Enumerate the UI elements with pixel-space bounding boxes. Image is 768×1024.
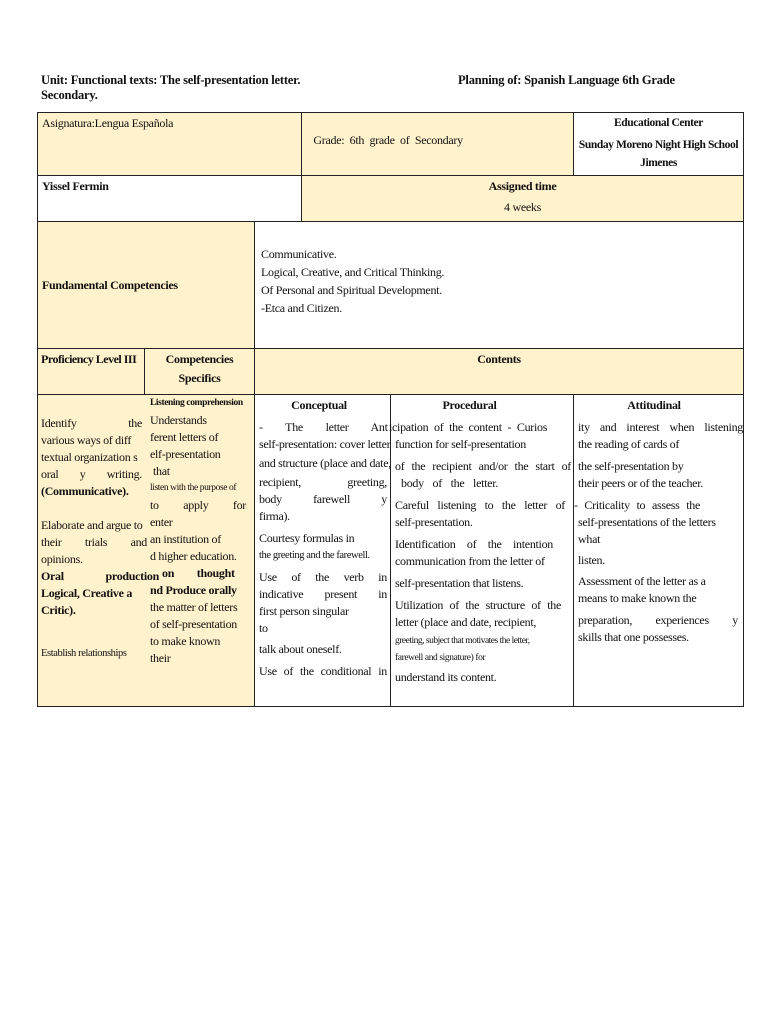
specific-competency-line: an institution of <box>150 532 221 546</box>
proficiency-level-label: Proficiency Level III <box>41 352 137 366</box>
unit-title: Unit: Functional texts: The self-presentation letter. <box>41 73 301 87</box>
specific-competency-line: elf-presentation <box>150 447 221 461</box>
proficiency-text-line: opinions. <box>41 552 83 566</box>
procedural-header: Procedural <box>442 398 497 412</box>
specific-competency-line: Listening comprehension <box>150 398 243 408</box>
conceptual-column-cell <box>254 394 391 707</box>
procedural-line: self-presentation. <box>395 515 473 529</box>
specific-competency-line: to apply for <box>150 498 246 512</box>
attitudinal-line: listen. <box>578 553 605 567</box>
procedural-column-cell <box>390 394 574 707</box>
specific-competency-line: d higher education. <box>150 549 237 563</box>
proficiency-text-line: Oral production <box>41 569 159 583</box>
attitudinal-line: the reading of cards of <box>578 437 680 451</box>
contents-header-cell <box>254 348 744 395</box>
competency-item: Communicative. <box>261 247 337 261</box>
procedural-line: greeting, subject that motivates the letter, <box>395 636 530 646</box>
center-cell <box>573 112 744 176</box>
attitudinal-line: skills that one possesses. <box>578 630 689 644</box>
conceptual-line: Courtesy formulas in <box>259 531 355 545</box>
conceptual-line: firma). <box>259 509 290 523</box>
specific-competency-line: ferent letters of <box>150 430 219 444</box>
planning-title: Planning of: Spanish Language 6th Grade <box>458 73 675 87</box>
conceptual-line: self-presentation: cover letter <box>259 437 391 451</box>
attitudinal-line: preparation, experiences y <box>578 613 738 627</box>
proficiency-text-line: their trials and <box>41 535 147 549</box>
teacher-name: Yissel Fermin <box>42 179 109 193</box>
document-header-left <box>41 73 341 103</box>
proficiency-text-line: Establish relationships <box>41 648 127 659</box>
subject-cell <box>37 112 302 176</box>
subject-text: Asignatura:Lengua Española <box>42 116 174 130</box>
fundamental-competencies-label-cell <box>37 221 255 349</box>
attitudinal-line: - Criticality to assess the <box>574 498 700 512</box>
specific-competency-line: on thought <box>162 566 235 580</box>
procedural-line: icipation of the content - Curios <box>389 420 548 434</box>
proficiency-text-line: various ways of diff <box>41 433 132 447</box>
conceptual-line: recipient, greeting, <box>259 475 387 489</box>
attitudinal-line: self-presentations of the letters <box>578 515 716 529</box>
proficiency-level-cell <box>37 348 145 395</box>
unit-level: Secondary. <box>41 88 98 102</box>
grade-cell <box>301 112 574 176</box>
specific-competencies-label: Competencies Specifics <box>165 352 234 385</box>
fundamental-competencies-list <box>254 221 744 349</box>
proficiency-text-line: Critic). <box>41 603 76 617</box>
conceptual-line: the greeting and the farewell. <box>259 550 370 561</box>
conceptual-line: talk about oneself. <box>259 642 342 656</box>
proficiency-text-line: textual organization s <box>41 450 138 464</box>
specific-competency-line: of self-presentation <box>150 617 237 631</box>
conceptual-line: body farewell y <box>259 492 387 506</box>
specific-competency-line: to make known <box>150 634 221 648</box>
conceptual-line: and structure (place and date, <box>259 456 391 470</box>
attitudinal-column-cell <box>573 394 744 707</box>
attitudinal-line: the self-presentation by <box>578 459 684 473</box>
procedural-line: Identification of the intention <box>395 537 553 551</box>
assigned-time-value: 4 weeks <box>504 200 541 214</box>
procedural-line: Utilization of the structure of the <box>395 598 561 612</box>
conceptual-line: first person singular <box>259 604 349 618</box>
procedural-line: letter (place and date, recipient, <box>395 615 537 629</box>
attitudinal-line: their peers or of the teacher. <box>578 476 703 490</box>
proficiency-text-line: Logical, Creative a <box>41 586 133 600</box>
specific-competency-line: Understands <box>150 413 207 427</box>
specific-competencies-cell <box>144 348 255 395</box>
conceptual-line: indicative present in <box>259 587 387 601</box>
conceptual-line: Use of the conditional in <box>259 664 387 678</box>
proficiency-text-line: oral y writing. <box>41 467 142 481</box>
procedural-line: of the recipient and/or the start of <box>395 459 571 473</box>
grade-text: Grade: 6th grade of Secondary <box>313 133 463 147</box>
specific-competency-line: enter <box>150 515 173 529</box>
conceptual-line: to <box>259 621 268 635</box>
conceptual-line: Use of the verb in <box>259 570 387 584</box>
proficiency-column-cell <box>37 394 159 707</box>
procedural-line: function for self-presentation <box>395 437 526 451</box>
conceptual-line: - The letter Ant <box>259 420 388 434</box>
attitudinal-line: Assessment of the letter as a <box>578 574 706 588</box>
procedural-line: self-presentation that listens. <box>395 576 524 590</box>
conceptual-header: Conceptual <box>291 398 347 412</box>
competency-item: Of Personal and Spiritual Development. <box>261 283 442 297</box>
proficiency-text-line: Elaborate and argue to <box>41 518 143 532</box>
assigned-time-label: Assigned time <box>488 179 557 193</box>
procedural-line: communication from the letter of <box>395 554 545 568</box>
attitudinal-line: means to make known the <box>578 591 697 605</box>
procedural-line: farewell and signature) for <box>395 653 486 663</box>
competency-item: Logical, Creative, and Critical Thinking. <box>261 265 445 279</box>
procedural-line: body of the letter. <box>401 476 498 490</box>
attitudinal-header: Attitudinal <box>627 398 681 412</box>
teacher-cell <box>37 175 302 222</box>
center-label: Educational Center <box>614 117 703 129</box>
center-name: Sunday Moreno Night High School Jimenes <box>578 139 739 169</box>
specific-competency-line: their <box>150 651 171 665</box>
specific-competency-line: that <box>153 464 170 478</box>
specific-competency-line: nd Produce orally <box>150 583 237 597</box>
proficiency-text-line: (Communicative). <box>41 484 129 498</box>
assigned-time-cell <box>301 175 744 222</box>
competency-item: -Etca and Citizen. <box>261 301 342 315</box>
attitudinal-line: ity and interest when listening <box>578 420 743 434</box>
procedural-line: understand its content. <box>395 670 497 684</box>
fundamental-competencies-label: Fundamental Competencies <box>42 277 178 292</box>
proficiency-text-line: Identify the <box>41 416 142 430</box>
specific-competency-line: the matter of letters <box>150 600 238 614</box>
specific-competency-line: listen with the purpose of <box>150 483 237 493</box>
procedural-line: Careful listening to the letter of <box>395 498 565 512</box>
attitudinal-line: what <box>578 532 601 546</box>
contents-header: Contents <box>477 352 521 366</box>
